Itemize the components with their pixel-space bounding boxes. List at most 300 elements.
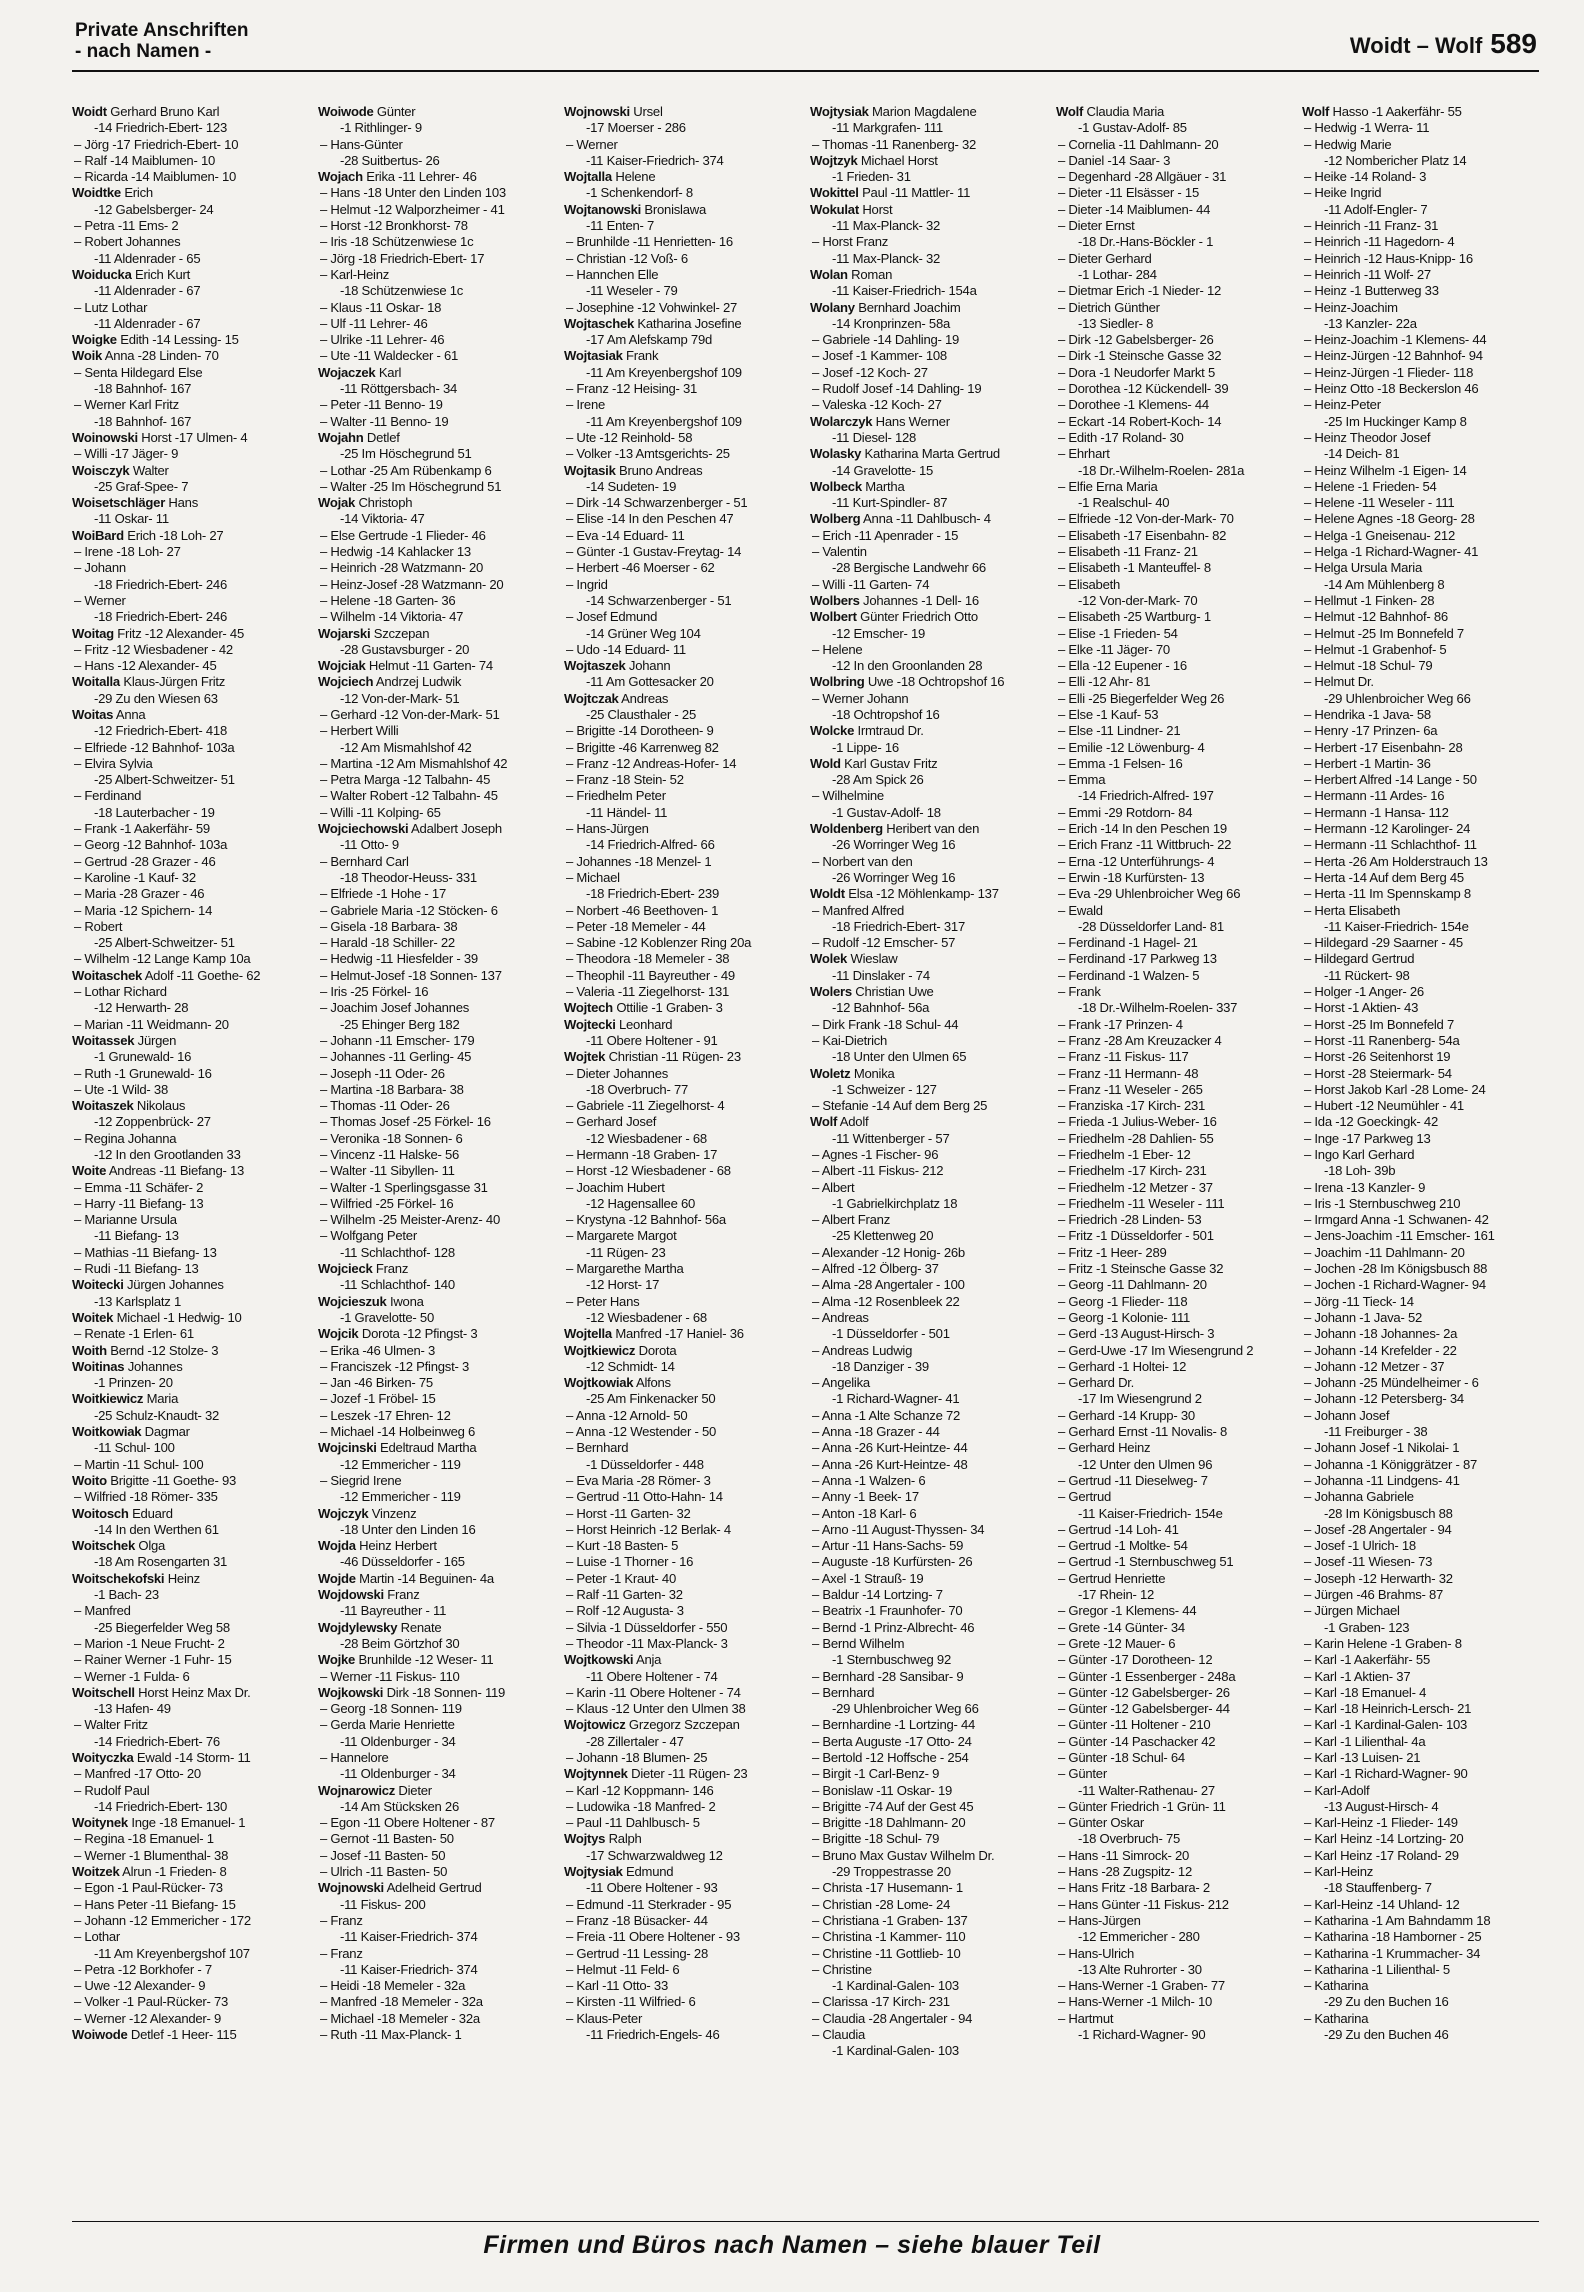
directory-entry: -29 Uhlenbroicher Weg 66 bbox=[1324, 690, 1471, 706]
directory-entry: – Dorothee -1 Klemens- 44 bbox=[1058, 397, 1209, 413]
directory-entry: -1 Frieden- 31 bbox=[832, 169, 911, 185]
directory-entry: – Christian -12 Voß- 6 bbox=[566, 250, 688, 266]
directory-entry: – Hans -28 Zugspitz- 12 bbox=[1058, 1864, 1192, 1880]
directory-entry: -18 Dr.-Wilhelm-Roelen- 281a bbox=[1078, 462, 1245, 478]
directory-entry: -18 Friedrich-Ebert- 317 bbox=[832, 918, 965, 934]
directory-entry: – Rudolf Josef -14 Dahling- 19 bbox=[812, 381, 982, 397]
directory-entry: Wojcieszuk Iwona bbox=[318, 1293, 424, 1309]
directory-entry: -28 Düsseldorfer Land- 81 bbox=[1078, 918, 1224, 934]
directory-entry: – Henry -17 Prinzen- 6a bbox=[1304, 723, 1438, 739]
directory-entry: – Günter -1 Gustav-Freytag- 14 bbox=[566, 544, 742, 560]
directory-entry: – Karl -12 Koppmann- 146 bbox=[566, 1782, 714, 1798]
directory-entry: – Anna -26 Kurt-Heintze- 48 bbox=[812, 1456, 968, 1472]
directory-entry: – Karl -13 Luisen- 21 bbox=[1304, 1749, 1421, 1765]
directory-entry: -46 Düsseldorfer - 165 bbox=[340, 1554, 465, 1570]
directory-entry: – Erika -46 Ulmen- 3 bbox=[320, 1342, 436, 1358]
directory-entry: – Eva -14 Eduard- 11 bbox=[566, 527, 685, 543]
directory-entry: – Angelika bbox=[812, 1375, 870, 1391]
directory-entry: – Rudolf Paul bbox=[74, 1782, 150, 1798]
directory-entry: -11 Kaiser-Friedrich- 154a bbox=[832, 283, 977, 299]
directory-entry: – Elfriede -12 Bahnhof- 103a bbox=[74, 739, 235, 755]
directory-entry: – Johann -12 Metzer - 37 bbox=[1304, 1358, 1445, 1374]
directory-entry: – Bernd Wilhelm bbox=[812, 1635, 905, 1651]
directory-entry: – Bernhardine -1 Lortzing- 44 bbox=[812, 1717, 976, 1733]
directory-entry: – Georg -1 Kolonie- 111 bbox=[1058, 1309, 1191, 1325]
directory-entry: Wojda Heinz Herbert bbox=[318, 1538, 437, 1554]
directory-entry: – Ferdinand -1 Hagel- 21 bbox=[1058, 935, 1198, 951]
directory-entry: – Alma -28 Angertaler - 100 bbox=[812, 1277, 965, 1293]
directory-entry: – Margarete Margot bbox=[566, 1228, 677, 1244]
directory-entry: – Werner Karl Fritz bbox=[74, 397, 179, 413]
directory-entry: – Christian -28 Lome- 24 bbox=[812, 1896, 951, 1912]
directory-entry: – Frank bbox=[1058, 984, 1101, 1000]
directory-entry: – Hans-Jürgen bbox=[1058, 1912, 1141, 1928]
directory-entry: – Frank -1 Aakerfähr- 59 bbox=[74, 821, 210, 837]
directory-entry: – Manfred -17 Otto- 20 bbox=[74, 1766, 201, 1782]
directory-entry: – Axel -1 Strauß- 19 bbox=[812, 1570, 924, 1586]
directory-entry: Wojciechowski Adalbert Joseph bbox=[318, 821, 502, 837]
directory-entry: -25 Ehinger Berg 182 bbox=[340, 1016, 460, 1032]
directory-entry: -12 Gabelsberger- 24 bbox=[94, 201, 214, 217]
directory-entry: – Horst -11 Garten- 32 bbox=[566, 1505, 691, 1521]
directory-entry: – Katharina -18 Hamborner - 25 bbox=[1304, 1929, 1482, 1945]
directory-entry: – Brigitte -46 Karrenweg 82 bbox=[566, 739, 719, 755]
directory-entry: – Erna -12 Unterführungs- 4 bbox=[1058, 853, 1215, 869]
directory-entry: – Johannes -11 Gerling- 45 bbox=[320, 1049, 472, 1065]
directory-entry: -12 Von-der-Mark- 51 bbox=[340, 690, 460, 706]
directory-entry: – Gertrud -11 Dieselweg- 7 bbox=[1058, 1472, 1208, 1488]
directory-entry: – Walter Fritz bbox=[74, 1717, 148, 1733]
directory-entry: Woisczyk Walter bbox=[72, 462, 169, 478]
directory-entry: -11 Obere Holtener - 74 bbox=[586, 1668, 718, 1684]
directory-entry: – Franz -18 Büsacker- 44 bbox=[566, 1912, 708, 1928]
directory-entry: – Günter Friedrich -1 Grün- 11 bbox=[1058, 1798, 1226, 1814]
directory-entry: – Gernot -11 Basten- 50 bbox=[320, 1831, 454, 1847]
directory-entry: Wojtowicz Grzegorz Szczepan bbox=[564, 1717, 740, 1733]
directory-entry: – Franz bbox=[320, 1912, 363, 1928]
directory-entry: – Irena -13 Kanzler- 9 bbox=[1304, 1179, 1426, 1195]
directory-entry: – Wilhelmine bbox=[812, 788, 884, 804]
directory-entry: -12 Wiesbadener - 68 bbox=[586, 1130, 707, 1146]
directory-entry: – Andreas Ludwig bbox=[812, 1342, 913, 1358]
directory-entry: – Johann -12 Petersberg- 34 bbox=[1304, 1391, 1464, 1407]
directory-entry: Wojtysiak Edmund bbox=[564, 1864, 674, 1880]
directory-column-2 bbox=[318, 104, 558, 2192]
directory-entry: -18 Unter den Ulmen 65 bbox=[832, 1049, 967, 1065]
directory-entry: – Auguste -18 Kurfürsten- 26 bbox=[812, 1554, 973, 1570]
directory-entry: – Horst -12 Wiesbadener - 68 bbox=[566, 1163, 731, 1179]
directory-entry: – Artur -11 Hans-Sachs- 59 bbox=[812, 1538, 964, 1554]
directory-entry: – Johann Josef bbox=[1304, 1407, 1390, 1423]
directory-entry: – Karl Heinz -17 Roland- 29 bbox=[1304, 1847, 1459, 1863]
directory-entry: Wojtecki Leonhard bbox=[564, 1016, 673, 1032]
directory-entry: Woith Bernd -12 Stolze- 3 bbox=[72, 1342, 219, 1358]
directory-entry: Wolberg Anna -11 Dahlbusch- 4 bbox=[810, 511, 991, 527]
directory-entry: – Hermann -1 Hansa- 112 bbox=[1304, 804, 1449, 820]
directory-entry: -1 Kardinal-Galen- 103 bbox=[832, 1978, 959, 1994]
directory-entry: Woitosch Eduard bbox=[72, 1505, 173, 1521]
directory-entry: – Heinz-Joachim -1 Klemens- 44 bbox=[1304, 332, 1487, 348]
directory-entry: – Anny -1 Beek- 17 bbox=[812, 1489, 919, 1505]
directory-entry: -14 In den Werthen 61 bbox=[94, 1521, 219, 1537]
directory-entry: – Hendrika -1 Java- 58 bbox=[1304, 706, 1431, 722]
directory-entry: -14 Friedrich-Alfred- 197 bbox=[1078, 788, 1214, 804]
directory-entry: – Siegrid Irene bbox=[320, 1472, 402, 1488]
directory-entry: -12 Hagensallee 60 bbox=[586, 1195, 696, 1211]
directory-entry: – Regina -18 Emanuel- 1 bbox=[74, 1831, 214, 1847]
directory-entry: Woidt Gerhard Bruno Karl bbox=[72, 104, 220, 119]
directory-entry: – Anna -12 Arnold- 50 bbox=[566, 1407, 688, 1423]
directory-entry: -11 Kaiser-Friedrich- 154e bbox=[1324, 918, 1469, 934]
directory-entry: – Dorothea -12 Kückendell- 39 bbox=[1058, 381, 1229, 397]
page-header-right bbox=[1350, 28, 1537, 60]
directory-entry: Wojke Brunhilde -12 Weser- 11 bbox=[318, 1652, 494, 1668]
directory-entry: – Emmi -29 Rotdorn- 84 bbox=[1058, 804, 1193, 820]
directory-entry: – Anton -18 Karl- 6 bbox=[812, 1505, 917, 1521]
directory-entry: – Johann -12 Emmericher - 172 bbox=[74, 1912, 251, 1928]
directory-entry: – Herbert Willi bbox=[320, 723, 399, 739]
directory-entry: Woiwode Detlef -1 Heer- 115 bbox=[72, 2027, 237, 2043]
directory-entry: – Ferdinand -17 Parkweg 13 bbox=[1058, 951, 1217, 967]
directory-entry: – Gregor -1 Klemens- 44 bbox=[1058, 1603, 1197, 1619]
directory-entry: – Klaus-Peter bbox=[566, 2010, 643, 2026]
directory-entry: Wojtanowski Bronislawa bbox=[564, 201, 706, 217]
directory-entry: – Gerd-Uwe -17 Im Wiesengrund 2 bbox=[1058, 1342, 1254, 1358]
directory-entry: – Heinz-Josef -28 Watzmann- 20 bbox=[320, 576, 504, 592]
directory-entry: -28 Beim Görtzhof 30 bbox=[340, 1635, 460, 1651]
directory-entry: – Erich Franz -11 Wittbruch- 22 bbox=[1058, 837, 1232, 853]
directory-entry: – Jürgen -46 Brahms- 87 bbox=[1304, 1587, 1444, 1603]
directory-column-6 bbox=[1302, 104, 1542, 2192]
directory-entry: -28 Zillertaler - 47 bbox=[586, 1733, 684, 1749]
directory-entry: – Joachim Josef Johannes bbox=[320, 1000, 470, 1016]
directory-column-5 bbox=[1056, 104, 1296, 2192]
directory-entry: – Helmut -11 Feld- 6 bbox=[566, 1961, 680, 1977]
directory-entry: -13 Siedler- 8 bbox=[1078, 315, 1154, 331]
directory-column-3 bbox=[564, 104, 804, 2192]
directory-entry: -1 Düsseldorfer - 448 bbox=[586, 1456, 704, 1472]
directory-entry: – Wilhelm -14 Viktoria- 47 bbox=[320, 609, 464, 625]
directory-entry: -14 Viktoria- 47 bbox=[340, 511, 425, 527]
directory-entry: – Franz -28 Am Kreuzacker 4 bbox=[1058, 1032, 1222, 1048]
directory-entry: – Hedwig Marie bbox=[1304, 136, 1392, 152]
directory-entry: – Norbert van den bbox=[812, 853, 913, 869]
directory-entry: – Werner -1 Blumenthal- 38 bbox=[74, 1847, 229, 1863]
directory-entry: – Horst Heinrich -12 Berlak- 4 bbox=[566, 1521, 731, 1537]
directory-entry: – Holger -1 Anger- 26 bbox=[1304, 984, 1424, 1000]
directory-entry: – Grete -14 Günter- 34 bbox=[1058, 1619, 1185, 1635]
directory-entry: – Joseph -11 Oder- 26 bbox=[320, 1065, 445, 1081]
directory-entry: – Gerhard Heinz bbox=[1058, 1440, 1151, 1456]
directory-entry: -29 Zu den Buchen 16 bbox=[1324, 1994, 1449, 2010]
directory-entry: -14 Friedrich-Ebert- 123 bbox=[94, 120, 227, 136]
directory-entry: -13 August-Hirsch- 4 bbox=[1324, 1798, 1439, 1814]
header-title: Private Anschriften bbox=[75, 20, 249, 41]
directory-entry: – Bernhard bbox=[566, 1440, 629, 1456]
directory-entry: – Marianne Ursula bbox=[74, 1212, 177, 1228]
directory-entry: – Joachim -11 Dahlmann- 20 bbox=[1304, 1244, 1465, 1260]
directory-entry: – Dieter Johannes bbox=[566, 1065, 669, 1081]
directory-entry: – Robert bbox=[74, 918, 123, 934]
directory-entry: Wojtella Manfred -17 Haniel- 36 bbox=[564, 1326, 744, 1342]
directory-entry: -12 Herwarth- 28 bbox=[94, 1000, 189, 1016]
directory-entry: – Paul -11 Dahlbusch- 5 bbox=[566, 1815, 700, 1831]
directory-entry: Woinowski Horst -17 Ulmen- 4 bbox=[72, 429, 248, 445]
directory-entry: – Dietmar Erich -1 Nieder- 12 bbox=[1058, 283, 1222, 299]
directory-entry: – Bernd -1 Prinz-Albrecht- 46 bbox=[812, 1619, 975, 1635]
directory-entry: -13 Karlsplatz 1 bbox=[94, 1293, 181, 1309]
directory-entry: – Helene bbox=[812, 641, 863, 657]
directory-entry: Woitassek Jürgen bbox=[72, 1032, 177, 1048]
directory-entry: – Josef -12 Koch- 27 bbox=[812, 364, 928, 380]
directory-entry: Wolan Roman bbox=[810, 266, 893, 282]
directory-entry: – Gertrud -1 Sternbuschweg 51 bbox=[1058, 1554, 1234, 1570]
directory-entry: – Andreas bbox=[812, 1309, 869, 1325]
directory-entry: – Degenhard -28 Allgäuer - 31 bbox=[1058, 169, 1227, 185]
directory-entry: – Karl-Heinz -14 Uhland- 12 bbox=[1304, 1896, 1460, 1912]
directory-entry: – Friedhelm -1 Eber- 12 bbox=[1058, 1147, 1191, 1162]
directory-entry: – Hedwig -1 Werra- 11 bbox=[1304, 120, 1430, 136]
directory-entry: – Dieter -11 Elsässer - 15 bbox=[1058, 185, 1199, 201]
directory-entry: Wojkowski Dirk -18 Sonnen- 119 bbox=[318, 1684, 506, 1700]
directory-entry: – Hans -12 Alexander- 45 bbox=[74, 658, 217, 674]
directory-entry: – Emma bbox=[1058, 772, 1106, 788]
directory-entry: – Franz -18 Stein- 52 bbox=[566, 772, 684, 788]
directory-entry: – Peter -11 Benno- 19 bbox=[320, 397, 443, 413]
directory-entry: – Hannelore bbox=[320, 1749, 389, 1765]
directory-entry: – Hedwig -14 Kahlacker 13 bbox=[320, 544, 471, 560]
directory-entry: – Hedwig -11 Hiesfelder - 39 bbox=[320, 951, 478, 967]
directory-entry: -14 Am Stücksken 26 bbox=[340, 1798, 459, 1814]
directory-entry: -25 Biegerfelder Weg 58 bbox=[94, 1619, 230, 1635]
directory-entry: – Ute -11 Waldecker - 61 bbox=[320, 348, 459, 364]
directory-entry: Wojnarowicz Dieter bbox=[318, 1782, 432, 1798]
directory-entry: Wolbeck Martha bbox=[810, 478, 905, 494]
directory-entry: – Krystyna -12 Bahnhof- 56a bbox=[566, 1212, 726, 1228]
directory-entry: -11 Kaiser-Friedrich- 154e bbox=[1078, 1505, 1223, 1521]
directory-entry: – Franz -12 Heising- 31 bbox=[566, 381, 698, 397]
directory-entry: – Wolfgang Peter bbox=[320, 1228, 417, 1244]
directory-entry: Woitag Fritz -12 Alexander- 45 bbox=[72, 625, 244, 641]
directory-entry: – Heinz-Jürgen -1 Flieder- 118 bbox=[1304, 364, 1474, 380]
directory-entry: – Hans Fritz -18 Barbara- 2 bbox=[1058, 1880, 1210, 1896]
directory-entry: Woigke Edith -14 Lessing- 15 bbox=[72, 332, 239, 348]
directory-entry: -25 Klettenweg 20 bbox=[832, 1228, 934, 1244]
directory-entry: -12 Horst- 17 bbox=[586, 1277, 660, 1293]
directory-entry: – Willi -17 Jäger- 9 bbox=[74, 446, 179, 462]
directory-entry: -11 Kaiser-Friedrich- 374 bbox=[340, 1961, 478, 1977]
directory-entry: – Kurt -18 Basten- 5 bbox=[566, 1538, 679, 1554]
directory-entry: -11 Aldenrader - 65 bbox=[94, 250, 201, 266]
directory-entry: – Friedhelm -12 Metzer - 37 bbox=[1058, 1179, 1213, 1195]
directory-entry: – Herbert -1 Martin- 36 bbox=[1304, 755, 1431, 771]
directory-entry: – Elisabeth -25 Wartburg- 1 bbox=[1058, 609, 1211, 625]
directory-entry: – Johanna -11 Lindgens- 41 bbox=[1304, 1472, 1460, 1488]
directory-entry: – Elisabeth -11 Franz- 21 bbox=[1058, 544, 1198, 560]
directory-entry: -12 Bahnhof- 56a bbox=[832, 1000, 930, 1016]
directory-entry: – Helmut -18 Schul- 79 bbox=[1304, 658, 1433, 674]
directory-entry: Woitas Anna bbox=[72, 706, 146, 722]
directory-entry: -11 Adolf-Engler- 7 bbox=[1324, 201, 1428, 217]
directory-entry: -11 Oldenburger - 34 bbox=[340, 1733, 456, 1749]
directory-entry: -18 Schützenwiese 1c bbox=[340, 283, 464, 299]
directory-entry: -12 Am Mismahlshof 42 bbox=[340, 739, 472, 755]
directory-entry: -1 Lippe- 16 bbox=[832, 739, 899, 755]
directory-entry: – Josef -1 Kammer- 108 bbox=[812, 348, 947, 364]
directory-entry: – Heinrich -11 Wolf- 27 bbox=[1304, 266, 1431, 282]
directory-entry: Wojtaszek Johann bbox=[564, 658, 671, 674]
directory-entry: – Volker -1 Paul-Rücker- 73 bbox=[74, 1994, 229, 2010]
directory-entry: -1 Gustav-Adolf- 18 bbox=[832, 804, 941, 820]
directory-entry: -29 Zu den Wiesen 63 bbox=[94, 690, 218, 706]
directory-entry: – Hellmut -1 Finken- 28 bbox=[1304, 592, 1435, 608]
directory-entry: – Katharina bbox=[1304, 2010, 1369, 2026]
directory-entry: – Valeska -12 Koch- 27 bbox=[812, 397, 942, 413]
directory-entry: – Harald -18 Schiller- 22 bbox=[320, 935, 455, 951]
directory-entry: -11 Rückert- 98 bbox=[1324, 967, 1410, 983]
directory-entry: -1 Schenkendorf- 8 bbox=[586, 185, 693, 201]
directory-entry: -12 In den Grootlanden 33 bbox=[94, 1147, 241, 1162]
directory-entry: – Bernhard -28 Sansibar- 9 bbox=[812, 1668, 964, 1684]
directory-entry: Wojtczak Andreas bbox=[564, 690, 669, 706]
directory-entry: Wolbert Günter Friedrich Otto bbox=[810, 609, 978, 625]
directory-entry: -11 Rügen- 23 bbox=[586, 1244, 666, 1260]
directory-entry: Wojtys Ralph bbox=[564, 1831, 642, 1847]
directory-entry: – Gerhard -14 Krupp- 30 bbox=[1058, 1407, 1195, 1423]
directory-entry: – Rudi -11 Biefang- 13 bbox=[74, 1261, 199, 1277]
directory-entry: – Helmut -12 Walporzheimer - 41 bbox=[320, 201, 505, 217]
directory-entry: – Franziska -17 Kirch- 231 bbox=[1058, 1098, 1206, 1114]
directory-entry: – Heinz Otto -18 Beckerslon 46 bbox=[1304, 381, 1479, 397]
directory-entry: -11 Kurt-Spindler- 87 bbox=[832, 495, 948, 511]
directory-entry: – Ute -12 Reinhold- 58 bbox=[566, 429, 693, 445]
directory-entry: – Emma -11 Schäfer- 2 bbox=[74, 1179, 204, 1195]
directory-entry: -11 Wittenberger - 57 bbox=[832, 1130, 950, 1146]
directory-entry: – Karl -11 Otto- 33 bbox=[566, 1978, 668, 1994]
directory-entry: – Frank -17 Prinzen- 4 bbox=[1058, 1016, 1183, 1032]
directory-entry: – Arno -11 August-Thyssen- 34 bbox=[812, 1521, 985, 1537]
directory-entry: – Ulrich -11 Basten- 50 bbox=[320, 1864, 448, 1880]
directory-entry: – Jörg -18 Friedrich-Ebert- 17 bbox=[320, 250, 485, 266]
directory-entry: – Helene Agnes -18 Georg- 28 bbox=[1304, 511, 1475, 527]
directory-entry: Wojnowski Adelheid Gertrud bbox=[318, 1880, 482, 1896]
directory-entry: -14 Friedrich-Ebert- 130 bbox=[94, 1798, 227, 1814]
directory-entry: – Norbert -46 Beethoven- 1 bbox=[566, 902, 719, 918]
directory-entry: Wojtek Christian -11 Rügen- 23 bbox=[564, 1049, 741, 1065]
directory-entry: – Grete -12 Mauer- 6 bbox=[1058, 1635, 1176, 1651]
directory-entry: – Edith -17 Roland- 30 bbox=[1058, 429, 1184, 445]
directory-entry: -11 Friedrich-Engels- 46 bbox=[586, 2027, 720, 2043]
directory-entry: – Stefanie -14 Auf dem Berg 25 bbox=[812, 1098, 988, 1114]
directory-entry: – Peter -1 Kraut- 40 bbox=[566, 1570, 676, 1586]
directory-entry: – Thomas -11 Ranenberg- 32 bbox=[812, 136, 977, 152]
directory-entry: -28 Im Königsbusch 88 bbox=[1324, 1505, 1453, 1521]
directory-entry: – Birgit -1 Carl-Benz- 9 bbox=[812, 1766, 940, 1782]
directory-entry: – Frieda -1 Julius-Weber- 16 bbox=[1058, 1114, 1217, 1130]
directory-entry: -1 Düsseldorfer - 501 bbox=[832, 1326, 950, 1342]
directory-entry: -11 Röttgersbach- 34 bbox=[340, 381, 458, 397]
directory-entry: – Herbert -17 Eisenbahn- 28 bbox=[1304, 739, 1463, 755]
directory-entry: – Joseph -12 Herwarth- 32 bbox=[1304, 1570, 1453, 1586]
directory-entry: – Gerhard -12 Von-der-Mark- 51 bbox=[320, 706, 500, 722]
directory-entry: – Helga -1 Richard-Wagner- 41 bbox=[1304, 544, 1479, 560]
directory-entry: -18 Friedrich-Ebert- 246 bbox=[94, 576, 227, 592]
directory-entry: – Heike -14 Roland- 3 bbox=[1304, 169, 1427, 185]
directory-entry: – Werner -12 Alexander- 9 bbox=[74, 2010, 222, 2026]
directory-entry: -18 Ochtropshof 16 bbox=[832, 706, 940, 722]
directory-entry: – Ralf -14 Maiblumen- 10 bbox=[74, 152, 216, 168]
directory-entry: – Günter bbox=[1058, 1766, 1107, 1782]
header-name-range: Woidt – Wolf bbox=[1349, 33, 1483, 58]
directory-entry: – Petra -12 Borkhofer - 7 bbox=[74, 1961, 212, 1977]
directory-entry: – Edmund -11 Sterkrader - 95 bbox=[566, 1896, 732, 1912]
directory-entry: -11 Händel- 11 bbox=[586, 804, 668, 820]
directory-entry: -14 Schwarzenberger - 51 bbox=[586, 592, 732, 608]
directory-entry: -11 Max-Planck- 32 bbox=[832, 250, 941, 266]
directory-entry: – Josef -11 Basten- 50 bbox=[320, 1847, 446, 1863]
directory-entry: -26 Worringer Weg 16 bbox=[832, 837, 956, 853]
directory-entry: Wojcieck Franz bbox=[318, 1261, 409, 1277]
directory-entry: -18 Unter den Linden 16 bbox=[340, 1521, 476, 1537]
directory-entry: – Thomas Josef -25 Förkel- 16 bbox=[320, 1114, 491, 1130]
directory-entry: -11 Schul- 100 bbox=[94, 1440, 175, 1456]
header-subtitle: - nach Namen - bbox=[75, 41, 212, 62]
directory-entry: -12 Emscher- 19 bbox=[832, 625, 926, 641]
directory-entry: – Gertrud -14 Loh- 41 bbox=[1058, 1521, 1179, 1537]
directory-entry: -13 Alte Ruhrorter - 30 bbox=[1078, 1961, 1202, 1977]
directory-entry: Woitzek Alrun -1 Frieden- 8 bbox=[72, 1864, 227, 1880]
directory-entry: Wolf Adolf bbox=[810, 1114, 869, 1130]
directory-entry: – Dirk -14 Schwarzenberger - 51 bbox=[566, 495, 748, 511]
directory-entry: -12 Emmericher - 119 bbox=[340, 1489, 461, 1505]
directory-entry: – Bernhard Carl bbox=[320, 853, 409, 869]
directory-entry: – Rudolf -12 Emscher- 57 bbox=[812, 935, 956, 951]
directory-entry: -18 Overbruch- 75 bbox=[1078, 1831, 1181, 1847]
directory-entry: – Fritz -1 Düsseldorfer - 501 bbox=[1058, 1228, 1214, 1244]
directory-entry: – Horst -26 Seitenhorst 19 bbox=[1304, 1049, 1451, 1065]
directory-entry: – Iris -25 Förkel- 16 bbox=[320, 984, 429, 1000]
directory-entry: – Gertrud Henriette bbox=[1058, 1570, 1166, 1586]
directory-entry: -12 Emmericher - 119 bbox=[340, 1456, 461, 1472]
directory-entry: -17 Moerser - 286 bbox=[586, 120, 686, 136]
directory-entry: – Elfriede -1 Hohe - 17 bbox=[320, 886, 446, 902]
directory-entry: – Inge -17 Parkweg 13 bbox=[1304, 1130, 1431, 1146]
directory-entry: -11 Freiburger - 38 bbox=[1324, 1424, 1428, 1440]
directory-entry: – Gerda Marie Henriette bbox=[320, 1717, 455, 1733]
directory-entry: – Peter Hans bbox=[566, 1293, 640, 1309]
directory-entry: – Günter -17 Dorotheen- 12 bbox=[1058, 1652, 1213, 1668]
directory-entry: – Johanna -1 Königgrätzer - 87 bbox=[1304, 1456, 1478, 1472]
directory-entry: – Heinz Wilhelm -1 Eigen- 14 bbox=[1304, 462, 1467, 478]
directory-entry: – Wilhelm -25 Meister-Arenz- 40 bbox=[320, 1212, 500, 1228]
page-header-left bbox=[75, 20, 249, 62]
directory-entry: – Günter -12 Gabelsberger- 44 bbox=[1058, 1701, 1230, 1717]
directory-entry: – Ludowika -18 Manfred- 2 bbox=[566, 1798, 716, 1814]
directory-entry: – Günter -1 Essenberger - 248a bbox=[1058, 1668, 1236, 1684]
directory-entry: – Christine -11 Gottlieb- 10 bbox=[812, 1945, 961, 1961]
directory-entry: – Valentin bbox=[812, 544, 867, 560]
directory-entry: – Elfie Erna Maria bbox=[1058, 478, 1158, 494]
directory-entry: – Jörg -11 Tieck- 14 bbox=[1304, 1293, 1414, 1309]
directory-entry: -29 Zu den Buchen 46 bbox=[1324, 2027, 1449, 2043]
directory-entry: Wojtalla Helene bbox=[564, 169, 656, 185]
directory-entry: – Franz -11 Weseler - 265 bbox=[1058, 1081, 1203, 1097]
directory-entry: – Fritz -1 Steinsche Gasse 32 bbox=[1058, 1261, 1224, 1277]
directory-entry: Woldt Elsa -12 Möhlenkamp- 137 bbox=[810, 886, 999, 902]
directory-entry: – Wilfried -18 Römer- 335 bbox=[74, 1489, 218, 1505]
directory-entry: – Erich -14 In den Peschen 19 bbox=[1058, 821, 1227, 837]
directory-entry: – Hermann -12 Karolinger- 24 bbox=[1304, 821, 1471, 837]
